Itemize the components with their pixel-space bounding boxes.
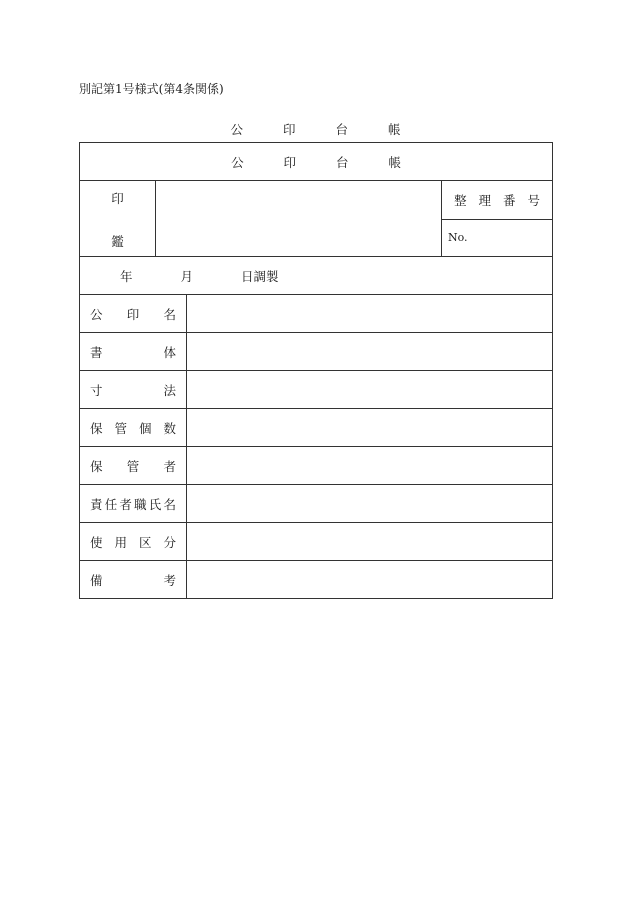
row-value-field[interactable]: [187, 371, 553, 409]
row-value-field[interactable]: [187, 447, 553, 485]
table-header: [80, 143, 553, 181]
row-label-cell: [80, 485, 187, 523]
row-label-cell: [80, 371, 187, 409]
seal-register-table: [79, 142, 553, 599]
table-row: [80, 485, 553, 523]
table-row: [80, 523, 553, 561]
row-label-cell: [80, 333, 187, 371]
seal-impression-area[interactable]: [156, 181, 442, 257]
row-value-field[interactable]: [187, 561, 553, 599]
row-label-cell: [80, 295, 187, 333]
table-row: [80, 333, 553, 371]
row-value-field[interactable]: [187, 409, 553, 447]
registration-number-prefix: No.: [448, 231, 468, 245]
preparation-date-field[interactable]: [80, 257, 553, 295]
seal-label-cell: [80, 181, 156, 257]
row-label: 公 印 名: [90, 306, 176, 322]
table-row: [80, 295, 553, 333]
seal-label-top: 印: [111, 191, 124, 206]
row-value-field[interactable]: [187, 485, 553, 523]
form-title: [79, 120, 552, 138]
date-month-label: 月: [180, 268, 193, 284]
registration-number-label: 整 理 番 号: [454, 192, 540, 208]
row-label-cell: [80, 561, 187, 599]
row-label: 保 管 者: [90, 458, 176, 474]
table-row: [80, 371, 553, 409]
row-label: 書 体: [90, 344, 176, 360]
date-day-label: 日調製: [240, 268, 279, 284]
row-label: 使 用 区 分: [90, 534, 176, 550]
registration-number-header: [442, 181, 553, 220]
seal-label-bottom: 鑑: [111, 234, 124, 249]
row-value-field[interactable]: [187, 523, 553, 561]
row-label-cell: [80, 409, 187, 447]
form-caption: 別記第1号様式(第4条関係): [79, 82, 224, 96]
row-label: 寸 法: [90, 382, 176, 398]
row-label-cell: [80, 447, 187, 485]
table-header-text: 公 印 台 帳: [231, 154, 401, 170]
table-row: [80, 447, 553, 485]
row-label: 責 任 者 職 氏 名: [90, 496, 176, 512]
row-value-field[interactable]: [187, 295, 553, 333]
table-row: [80, 561, 553, 599]
row-label: 備 考: [90, 572, 176, 588]
register-rows: [80, 295, 553, 599]
registration-number-field[interactable]: [442, 219, 553, 257]
row-label-cell: [80, 523, 187, 561]
table-row: [80, 409, 553, 447]
date-year-label: 年: [120, 268, 133, 284]
form-title-text: 公 印 台 帳: [230, 122, 401, 137]
row-label: 保 管 個 数: [90, 420, 176, 436]
row-value-field[interactable]: [187, 333, 553, 371]
